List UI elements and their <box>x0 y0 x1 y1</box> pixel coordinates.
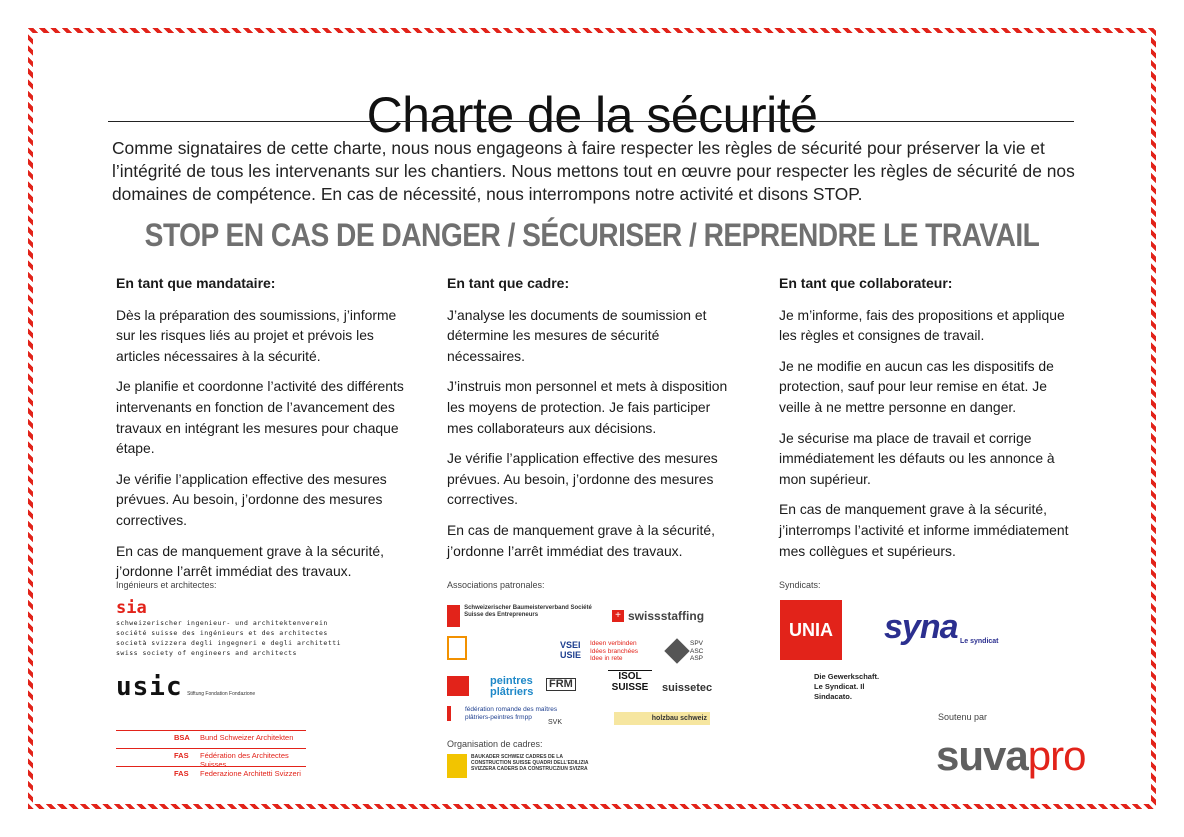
ssbv-icon <box>447 605 460 627</box>
column-paragraph: Je m’informe, fais des propositions et applique les règles et consignes de travail. <box>779 306 1065 344</box>
association-abbr: FAS <box>174 769 189 778</box>
usic-wordmark: usic <box>116 672 183 702</box>
association-name: Fédération des Architectes Suisses <box>200 751 289 769</box>
suva-wordmark: suva <box>936 732 1028 779</box>
ffrpp-logo: fédération romande des maîtres plâtriers-peintres frmpp <box>447 706 560 721</box>
suissetec-logo: suissetec <box>662 682 713 694</box>
column-paragraph: Je vérifie l’application effective des mesures prévues. Au besoin, j’ordonne des mesures correctives. <box>116 470 387 528</box>
soutenu-label: Soutenu par <box>938 712 988 722</box>
vsei-tagline: Ideen verbinden Idées branchées Idee in rete <box>590 640 639 662</box>
house-icon <box>447 636 467 660</box>
sia-line: swiss society of engineers and architects <box>116 649 297 657</box>
column-paragraph: Je ne modifie en aucun cas les dispositifs de protection, sauf pour leur remise en état. Je veille à ne mettre personne en danger. <box>779 357 1054 415</box>
swiss-cross-icon: + <box>612 610 624 622</box>
sia-line: società svizzera degli ingegneri e degli architetti <box>116 639 342 647</box>
baukader-icon <box>447 754 467 778</box>
column-heading: En tant que cadre: <box>447 275 570 291</box>
association-row <box>116 766 306 781</box>
column-paragraph: Je planifie et coordonne l’activité des différents intervenants en fonction de l’avancement des travaux en intégrant les mesures pour chaque étape. <box>116 378 404 457</box>
patron-label: Associations patronales: <box>447 580 545 590</box>
unia-logo: UNIA <box>780 600 842 660</box>
intro-paragraph: Comme signataires de cette charte, nous nous engageons à faire respecter les règles de sécurité pour préserver la vie et l’intégrité de tous les intervenants sur les chantiers. Nous mettons tout en œuvre pour respecter les règles de sécurité de nos domaines de compétence. En cas de nécessité, nous interrompons notre activité et disons STOP. <box>112 138 1075 204</box>
unia-tagline: Die Gewerkschaft. Le Syndicat. Il Sindacato. <box>814 672 880 701</box>
column-mandataire <box>116 273 406 592</box>
page-title: Charte de la sécurité <box>366 86 818 143</box>
suvapro-logo <box>936 732 1085 780</box>
swissstaffing-text: swissstaffing <box>628 608 705 623</box>
red-block-icon <box>447 676 469 696</box>
syndicats-label: Syndicats: <box>779 580 821 590</box>
baukader-text: BAUKADER SCHWEIZ CADRES DE LA CONSTRUCTION SUISSE QUADRI DELL’EDILIZIA SVIZZERA CADERS DA CONSTRUCZIUN SVIZRA <box>471 754 589 772</box>
peintres-logo: peintres plâtriers <box>490 675 534 698</box>
usic-subtitle: Stiftung Fondation Fondazione <box>187 691 256 697</box>
spv-text: SPV ASC ASP <box>690 640 704 662</box>
ssbv-logo <box>447 605 597 629</box>
spv-icon <box>664 639 689 664</box>
spv-logo <box>668 640 710 663</box>
column-paragraph: J’analyse les documents de soumission et détermine les mesures de sécurité nécessaires. <box>447 306 707 364</box>
usic-logo <box>116 672 255 702</box>
syna-logo: syna <box>884 608 958 646</box>
cadres-label: Organisation de cadres: <box>447 739 543 749</box>
column-paragraph: Je vérifie l’application effective des mesures prévues. Au besoin, j’ordonne des mesures correctives. <box>447 450 718 508</box>
column-heading: En tant que mandataire: <box>116 275 276 291</box>
ing-label: Ingénieurs et architectes: <box>116 580 217 590</box>
association-name: Bund Schweizer Architekten <box>200 733 294 742</box>
association-abbr: FAS <box>174 751 189 760</box>
sia-logo <box>116 598 341 658</box>
column-paragraph: En cas de manquement grave à la sécurité, j’ordonne l’arrêt immédiat des travaux. <box>116 542 384 580</box>
association-row <box>116 730 306 745</box>
sia-line: schweizerischer ingenieur- und architektenverein <box>116 619 328 627</box>
syna-tagline: Le syndicat <box>960 638 999 645</box>
svk-logo: SVK <box>548 719 563 726</box>
baukader-logo <box>447 754 596 778</box>
holzbau-logo: holzbau schweiz <box>614 712 710 725</box>
sia-line: société suisse des ingénieurs et des architectes <box>116 629 328 637</box>
association-row <box>116 748 306 769</box>
frm-logo: FRM <box>546 678 576 691</box>
column-paragraph: En cas de manquement grave à la sécurité, j’interromps l’activité et informe immédiatement mes collègues et supérieurs. <box>779 501 1069 559</box>
association-abbr: BSA <box>174 733 190 742</box>
column-paragraph: J’instruis mon personnel et mets à disposition les moyens de protection. Je fais participer mes collaborateurs aux décisions. <box>447 378 728 436</box>
vsei-logo: VSEI USIE <box>560 640 582 660</box>
column-collaborateur <box>779 273 1069 571</box>
column-paragraph: Dès la préparation des soumissions, j’informe sur les risques liés au projet et prévois les articles nécessaires à la sécurité. <box>116 306 397 364</box>
column-paragraph: Je sécurise ma place de travail et corrige immédiatement les défauts ou les annonce à mon supérieur. <box>779 429 1055 487</box>
swissstaffing-logo <box>612 610 704 622</box>
column-heading: En tant que collaborateur: <box>779 275 953 291</box>
association-name: Federazione Architetti Svizzeri <box>200 769 301 778</box>
title-divider <box>108 121 1074 122</box>
isol-logo: ISOL SUISSE <box>608 670 652 693</box>
safety-slogan: STOP EN CAS DE DANGER / SÉCURISER / REPRENDRE LE TRAVAIL <box>144 217 1040 253</box>
pro-wordmark: pro <box>1027 732 1086 779</box>
ssbv-text: Schweizerischer Baumeisterverband Société Suisse des Entrepreneurs <box>464 605 592 618</box>
column-paragraph: En cas de manquement grave à la sécurité, j’ordonne l’arrêt immédiat des travaux. <box>447 521 715 559</box>
sia-wordmark: sia <box>116 598 147 618</box>
column-cadre <box>447 273 737 571</box>
